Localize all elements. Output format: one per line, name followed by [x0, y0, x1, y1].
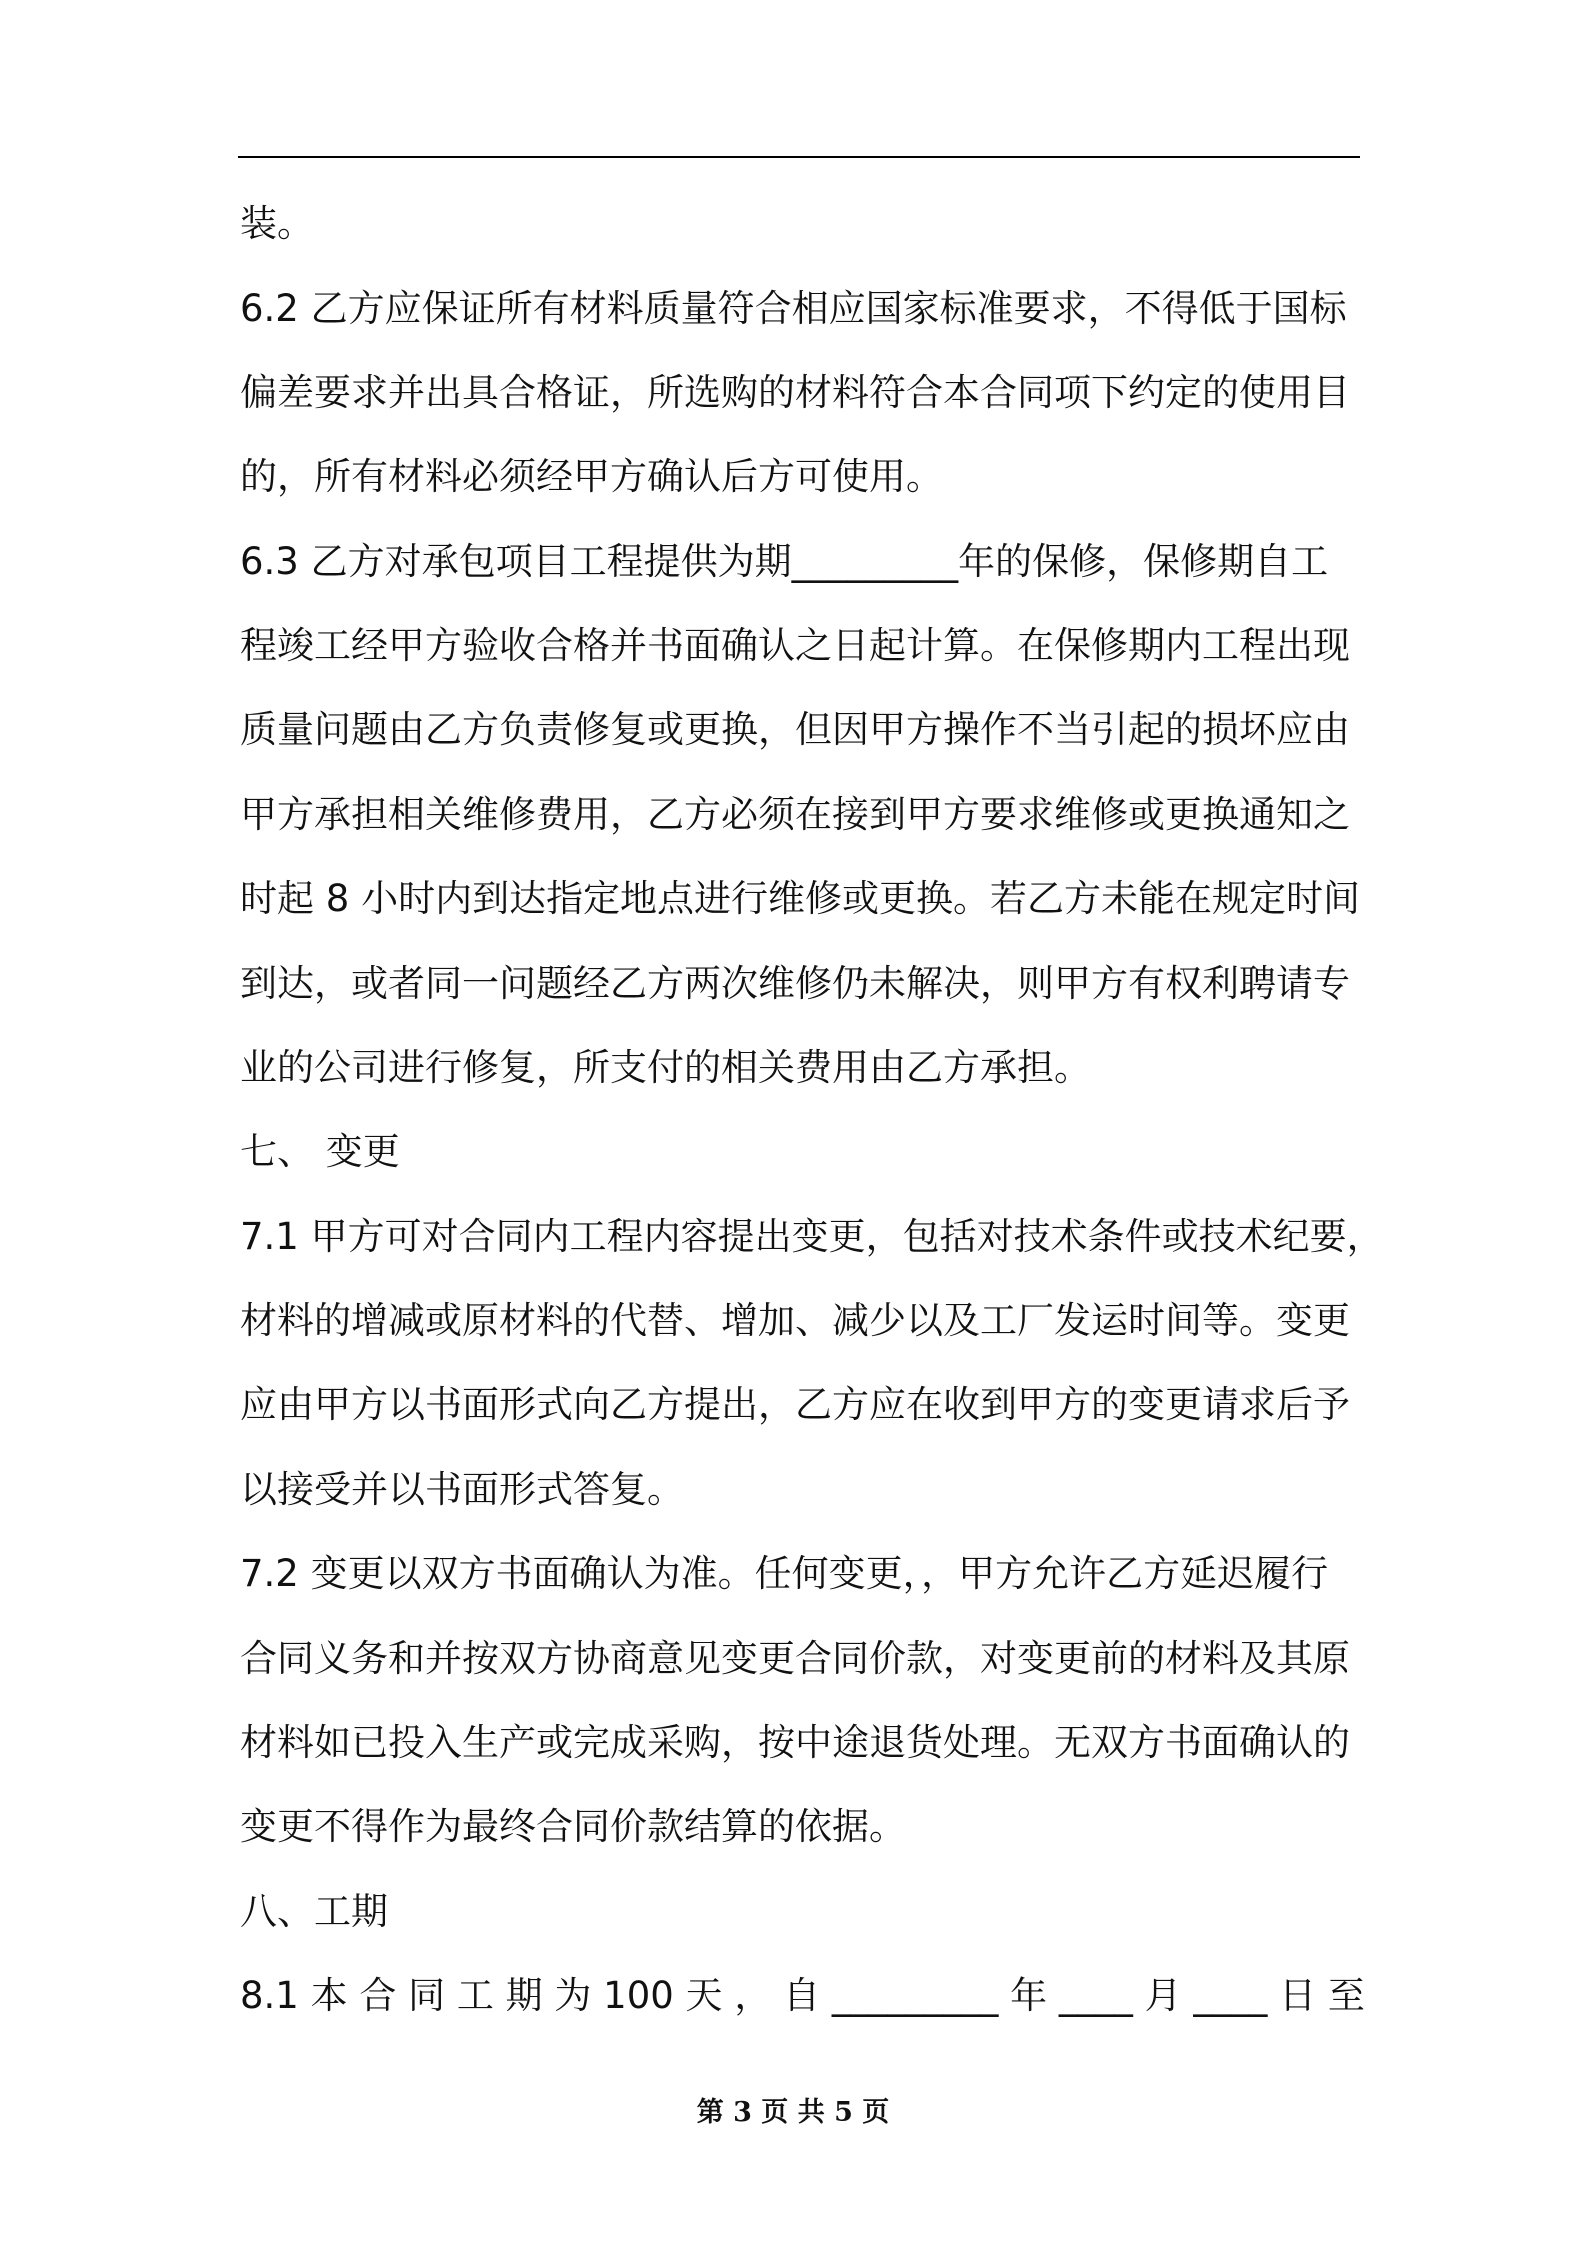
- text-line: 的，所有材料必须经甲方确认后方可使用。: [240, 455, 943, 498]
- text-line: 合同义务和并按双方协商意见变更合同价款，对变更前的材料及其原: [240, 1637, 1350, 1680]
- text-line: 装。: [240, 202, 314, 245]
- text-line: 6.2 乙方应保证所有材料质量符合相应国家标准要求，不得低于国标: [240, 287, 1347, 330]
- text-line: 8.1 本 合 同 工 期 为 100 天 ， 自 _________ 年 ____ 月 ____ 日 至: [240, 1974, 1365, 2017]
- text-line: 业的公司进行修复，所支付的相关费用由乙方承担。: [240, 1046, 1091, 1089]
- text-line: 程竣工经甲方验收合格并书面确认之日起计算。在保修期内工程出现: [240, 624, 1350, 667]
- text-line: 材料的增减或原材料的代替、增加、减少以及工厂发运时间等。变更: [240, 1299, 1350, 1342]
- text-line: 以接受并以书面形式答复。: [240, 1468, 684, 1511]
- text-line: 应由甲方以书面形式向乙方提出，乙方应在收到甲方的变更请求后予: [240, 1383, 1350, 1426]
- text-line: 材料如已投入生产或完成采购，按中途退货处理。无双方书面确认的: [240, 1721, 1350, 1764]
- text-line: 变更不得作为最终合同价款结算的依据。: [240, 1805, 906, 1848]
- text-line: 偏差要求并出具合格证，所选购的材料符合本合同项下约定的使用目: [240, 371, 1350, 414]
- section-heading: 八、工期: [240, 1890, 388, 1933]
- page-number: 第 3 页 共 5 页: [696, 2097, 890, 2128]
- text-line: 7.1 甲方可对合同内工程内容提出变更，包括对技术条件或技术纪要，: [240, 1215, 1384, 1258]
- text-line: 甲方承担相关维修费用，乙方必须在接到甲方要求维修或更换通知之: [240, 793, 1350, 836]
- text-line: 时起 8 小时内到达指定地点进行维修或更换。若乙方未能在规定时间: [240, 877, 1361, 920]
- text-line: 质量问题由乙方负责修复或更换，但因甲方操作不当引起的损坏应由: [240, 708, 1350, 751]
- text-line: 6.3 乙方对承包项目工程提供为期_________年的保修，保修期自工: [240, 540, 1329, 583]
- text-line: 7.2 变更以双方书面确认为准。任何变更，，甲方允许乙方延迟履行: [240, 1552, 1329, 1595]
- text-line: 到达，或者同一问题经乙方两次维修仍未解决，则甲方有权利聘请专: [240, 962, 1350, 1005]
- section-heading: 七、 变更: [240, 1130, 400, 1173]
- header-rule: [238, 156, 1360, 158]
